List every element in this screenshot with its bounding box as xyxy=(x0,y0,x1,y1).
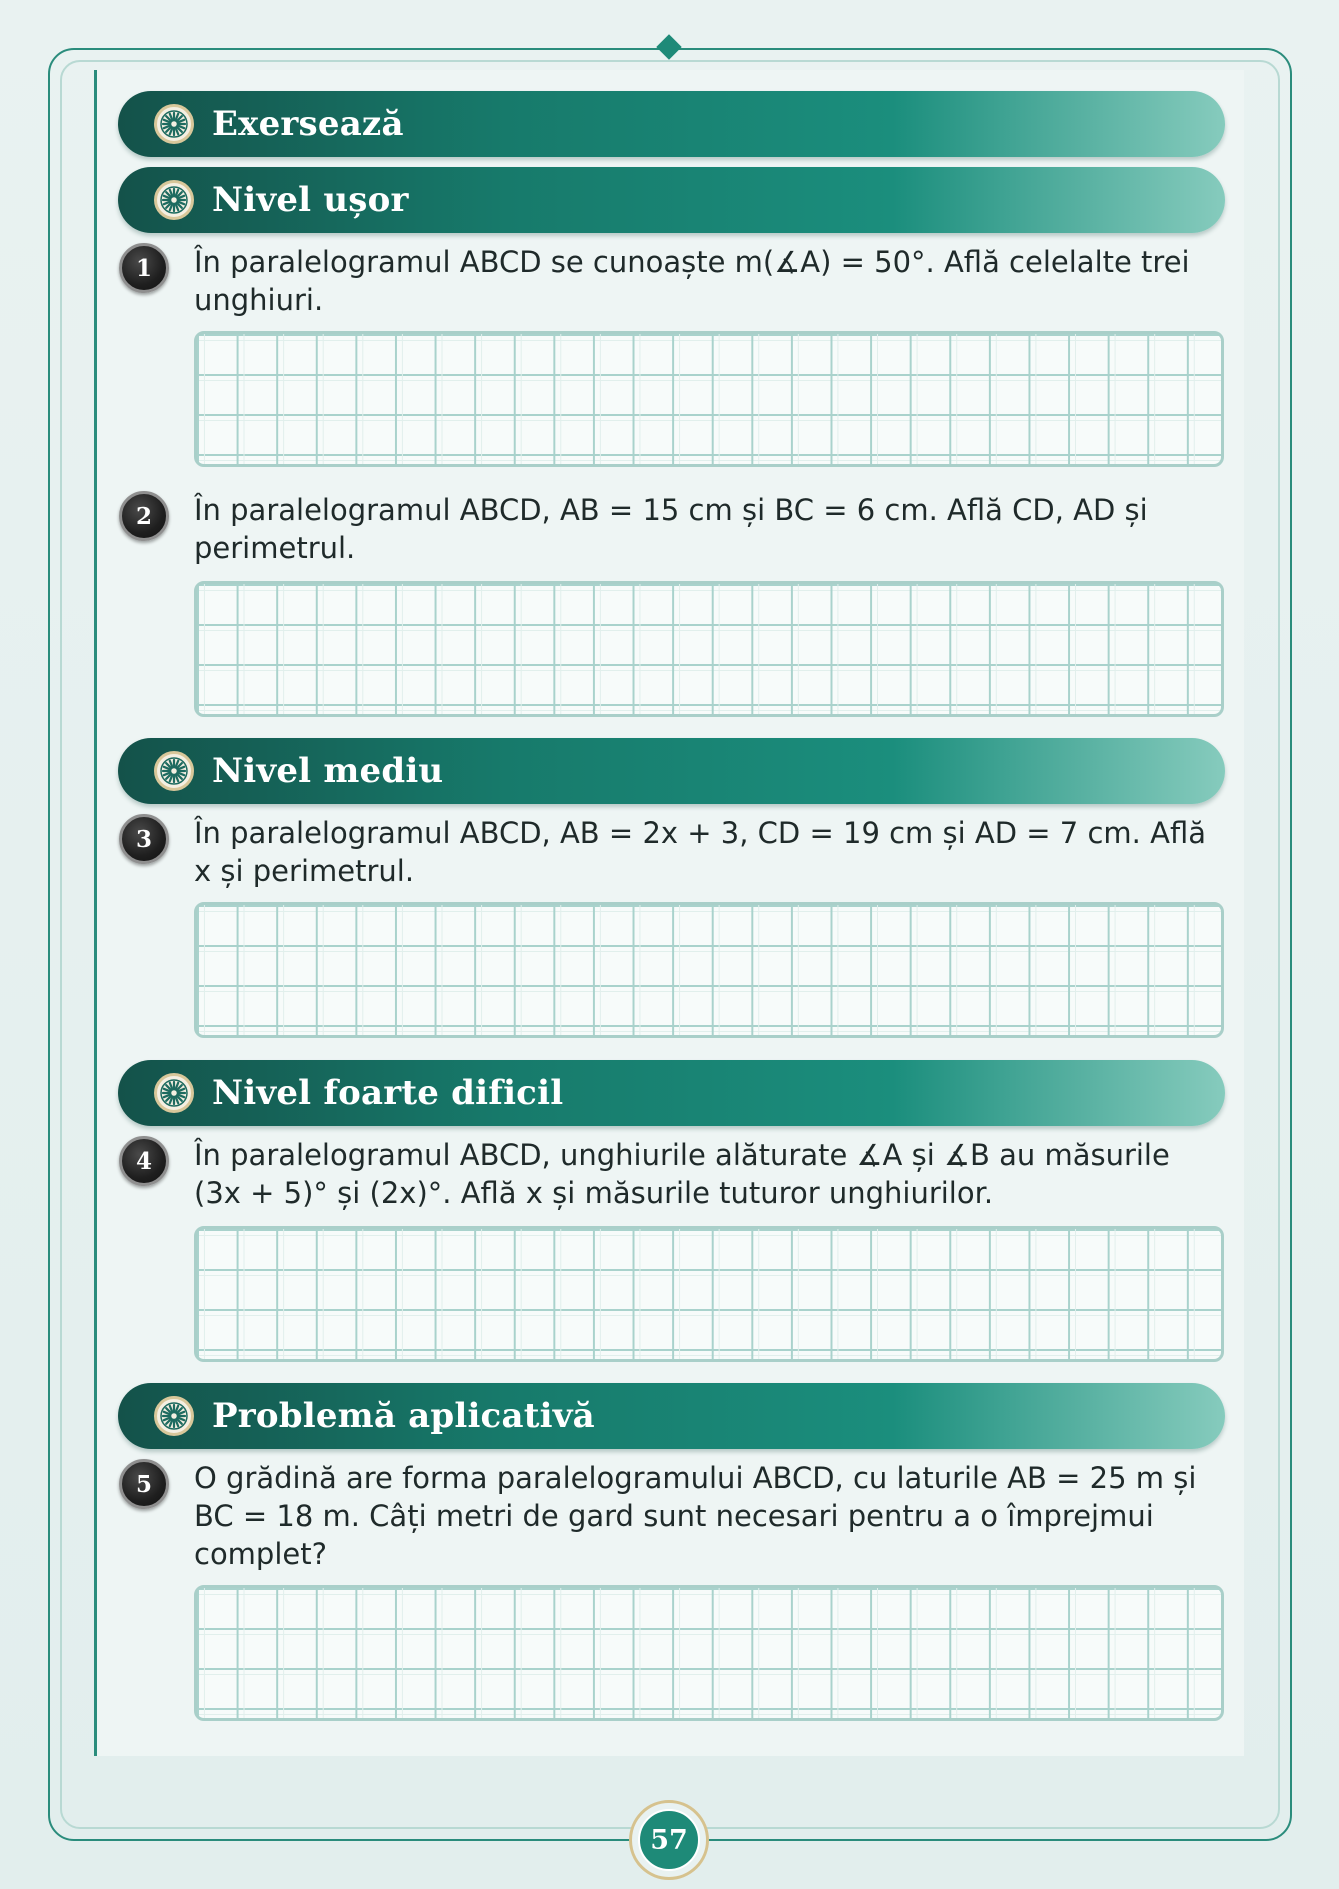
exercise-number-badge: 1 xyxy=(119,243,169,293)
exercise-number-badge: 2 xyxy=(119,491,169,541)
section-banner-exerseaza xyxy=(118,91,1225,157)
exercise-number-badge: 4 xyxy=(119,1136,169,1186)
exercise-text: În paralelogramul ABCD, unghiurile alăturate ∡A și ∡B au măsurile (3x + 5)° și (2x)°. Află x și măsurile tuturor unghiurilor. xyxy=(194,1138,1170,1210)
exercise-text: În paralelogramul ABCD se cunoaște m(∡A) = 50°. Află celelalte trei unghiuri. xyxy=(194,245,1190,317)
answer-grid[interactable] xyxy=(194,581,1224,717)
rosette-icon xyxy=(154,180,194,220)
answer-grid[interactable] xyxy=(194,331,1224,467)
section-title: Nivel mediu xyxy=(212,751,444,791)
left-rule-divider xyxy=(94,70,97,1756)
section-title: Exersează xyxy=(212,104,404,144)
exercise-number-badge: 5 xyxy=(119,1459,169,1509)
section-banner-problema-aplicativa xyxy=(118,1383,1225,1449)
rosette-icon xyxy=(154,751,194,791)
answer-grid[interactable] xyxy=(194,1226,1224,1362)
rosette-icon xyxy=(154,1396,194,1436)
answer-grid[interactable] xyxy=(194,1585,1224,1721)
section-title: Nivel ușor xyxy=(212,180,409,220)
section-banner-nivel-mediu xyxy=(118,738,1225,804)
rosette-icon xyxy=(154,1073,194,1113)
section-title: Nivel foarte dificil xyxy=(212,1073,564,1113)
section-title: Problemă aplicativă xyxy=(212,1396,595,1436)
rosette-icon xyxy=(154,104,194,144)
answer-grid[interactable] xyxy=(194,902,1224,1038)
page-number-badge xyxy=(629,1800,709,1880)
section-banner-nivel-usor xyxy=(118,167,1225,233)
section-banner-nivel-foarte-dificil xyxy=(118,1060,1225,1126)
exercise-text: O grădină are forma paralelogramului ABCD, cu laturile AB = 25 m și BC = 18 m. Câți metri de gard sunt necesari pentru a o împrejmui complet? xyxy=(194,1461,1197,1571)
exercise-text: În paralelogramul ABCD, AB = 15 cm și BC = 6 cm. Află CD, AD și perimetrul. xyxy=(194,493,1148,565)
exercise-text: În paralelogramul ABCD, AB = 2x + 3, CD = 19 cm și AD = 7 cm. Află x și perimetrul. xyxy=(194,816,1206,888)
page-number: 57 xyxy=(638,1809,700,1871)
exercise-number-badge: 3 xyxy=(119,814,169,864)
